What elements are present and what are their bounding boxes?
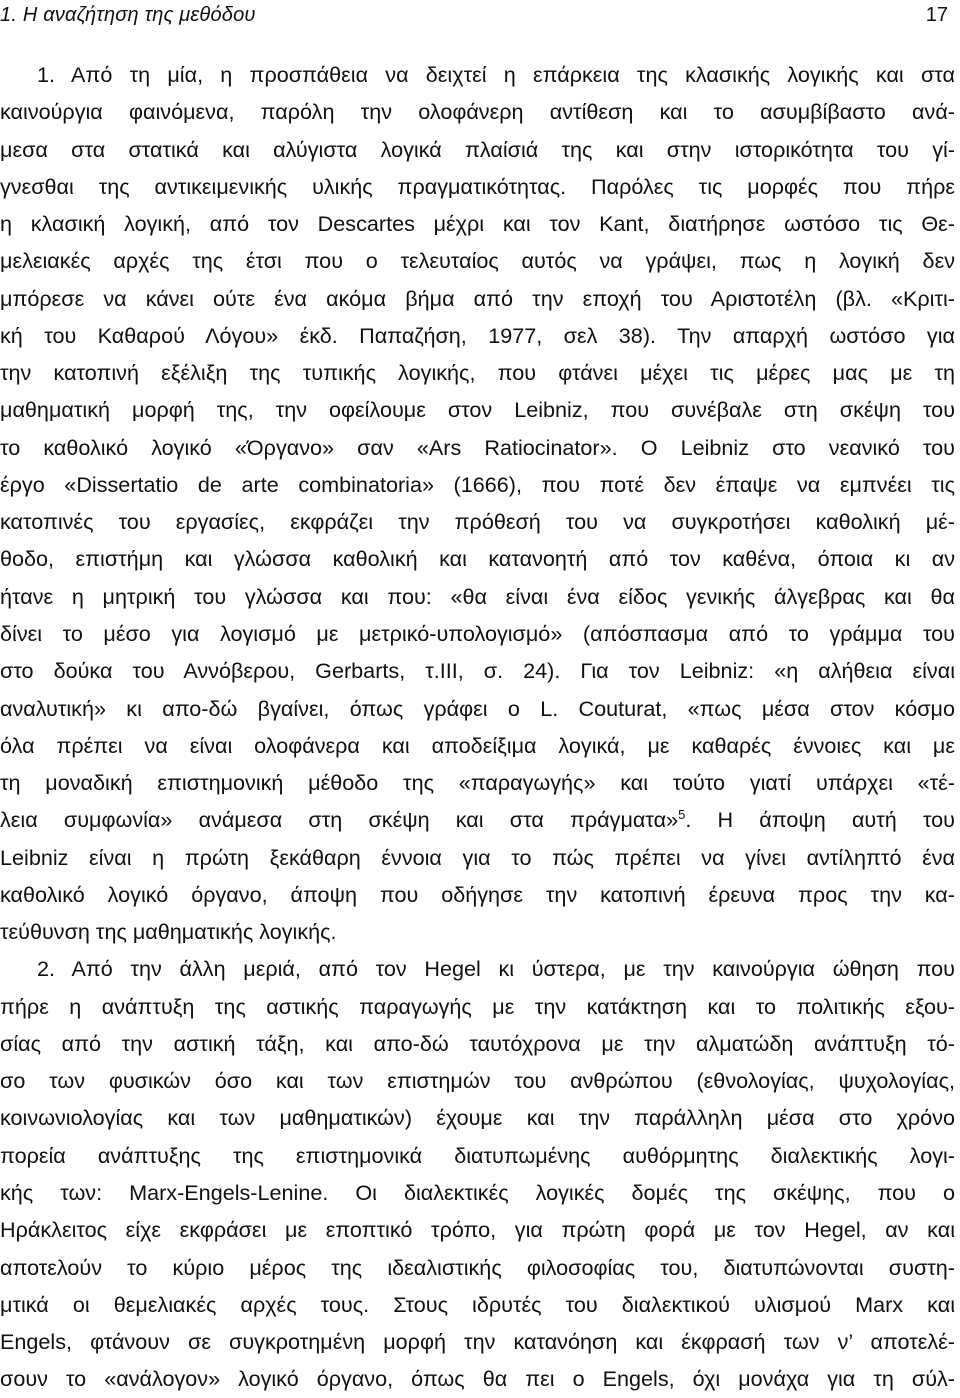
text-line: κατοπινές του εργασίες, εκφράζει την πρόθεσή του να συγκροτήσει καθολική μέ- [0, 509, 955, 535]
text-line: δίνει το μέσο για λογισμό με μετρικό-υπολογισμό» (απόσπασμα από το γράμμα του [0, 620, 955, 646]
text-line: πορεία ανάπτυξης της επιστημονικά διατυπωμένης αυθόρμητης διαλεκτικής λογι- [0, 1142, 955, 1168]
text-line: 1. Από τη μία, η προσπάθεια να δειχτεί η επάρκεια της κλασικής λογικής και στα [37, 62, 955, 87]
text-line: έργο «Dissertatio de arte combinatoria» (1666), που ποτέ δεν έπαψε να εμπνέει τις [0, 471, 955, 497]
text-line: σο των φυσικών όσο και των επιστημών του ανθρώπου (εθνολογίας, ψυχολογίας, [0, 1068, 955, 1094]
text-line: πήρε η ανάπτυξη της αστικής παραγωγής με την κατάκτηση και το πολιτικής εξου- [0, 993, 955, 1019]
chapter-title: 1. Η αναζήτηση της μεθόδου [0, 4, 256, 26]
text-line: μελειακές αρχές της έτσι που ο τελευταίος αυτός να γράψει, πως η λογική δεν [0, 248, 955, 274]
text-line: σουν το «ανάλογον» λογικό όργανο, όπως θα πει ο Engels, όχι μονάχα για τη σύλ- [0, 1366, 955, 1392]
text-line: λεια συμφωνία» ανάμεσα στη σκέψη και στα πράγματα»$^5$. Η άποψη αυτή του [0, 807, 955, 833]
text-line: γνεσθαι της αντικειμενικής υλικής πραγματικότητας. Παρόλες τις μορφές που πήρε [0, 173, 955, 199]
text-line: ήτανε η μητρική του γλώσσα και που: «θα είναι ένα είδος γενικής άλγεβρας και θα [0, 583, 955, 609]
text-line: μαθηματική μορφή της, την οφείλουμε στον Leibniz, που συνέβαλε στη σκέψη του [0, 397, 955, 423]
text-line: μεσα στα στατικά και αλύγιστα λογικά πλαίσιά της και στην ιστορικότητα του γί- [0, 136, 955, 162]
text-line: κοινωνιολογίας και των μαθηματικών) έχουμε και την παράλληλη μέσα στο χρόνο [0, 1105, 955, 1131]
text-line: καινούργια φαινόμενα, παρόλη την ολοφάνερη αντίθεση και το ασυμβίβαστο ανά- [0, 99, 955, 125]
footnote-marker: 5 [678, 807, 686, 823]
text-line: Leibniz είναι η πρώτη ξεκάθαρη έννοια για το πώς πρέπει να γίνει αντίληπτό ένα [0, 844, 955, 870]
text-line: Ηράκλειτος είχε εκφράσει με εποπτικό τρόπο, για πρώτη φορά με τον Hegel, αν και [0, 1217, 955, 1243]
text-line: σίας από την αστική τάξη, και απο-δώ ταυτόχρονα με την αλματώδη ανάπτυξη τό- [0, 1030, 955, 1056]
running-header [0, 2, 948, 28]
text-line: καθολικό λογικό όργανο, άποψη που οδήγησε την κατοπινή έρευνα προς την κα- [0, 881, 955, 907]
text-line: τη μοναδική επιστημονική μέθοδο της «παραγωγής» και τούτο γιατί υπάρχει «τέ- [0, 770, 955, 796]
body-text [0, 56, 955, 1398]
text-line: στο δούκα του Αννόβερου, Gerbarts, τ.III, σ. 24). Για τον Leibniz: «η αλήθεια είναι [0, 658, 955, 684]
text-line: αποτελούν το κύριο μέρος της ιδεαλιστικής φιλοσοφίας του, διατυπώνονται συστη- [0, 1254, 955, 1280]
text-line: η κλασική λογική, από τον Descartes μέχρι και τον Kant, διατήρησε ωστόσο τις Θε- [0, 211, 955, 237]
text-line: κή του Καθαρού Λόγου» έκδ. Παπαζήση, 1977, σελ 38). Την απαρχή ωστόσο για [0, 322, 955, 348]
text-line: Engels, φτάνουν σε συγκροτημένη μορφή την κατανόηση και έκφρασή των ν’ αποτελέ- [0, 1329, 955, 1355]
page-number: 17 [925, 4, 948, 26]
text-line: μπόρεσε να κάνει ούτε ένα ακόμα βήμα από την εποχή του Αριστοτέλη (βλ. «Κριτι- [0, 285, 955, 311]
text-line: το καθολικό λογικό «Όργανο» σαν «Ars Ratiocinator». O Leibniz στο νεανικό του [0, 434, 955, 460]
text-line: μτικά οι θεμελιακές αρχές τους. Στους ιδρυτές του διαλεκτικού υλισμού Marx και [0, 1291, 955, 1317]
text-line: όλα πρέπει να είναι ολοφάνερα και αποδείξιμα λογικά, με καθαρές έννοιες και με [0, 732, 955, 758]
text-line: την κατοπινή εξέλιξη της τυπικής λογικής, που φτάνει μέχει τις μέρες μας με τη [0, 360, 955, 386]
text-line: θοδο, επιστήμη και γλώσσα καθολική και κατανοητή από τον καθένα, όποια κι αν [0, 546, 955, 572]
text-line: 2. Από την άλλη μεριά, από τον Hegel κι ύστερα, με την καινούργια ώθηση που [37, 956, 955, 982]
text-line: κής των: Marx-Engels-Lenine. Οι διαλεκτικές λογικές δομές της σκέψης, που ο [0, 1179, 955, 1205]
text-line: αναλυτική» κι απο-δώ βγαίνει, όπως γράφει ο L. Couturat, «πως μέσα στον κόσμο [0, 695, 955, 721]
text-line: τεύθυνση της μαθηματικής λογικής. [0, 919, 337, 945]
